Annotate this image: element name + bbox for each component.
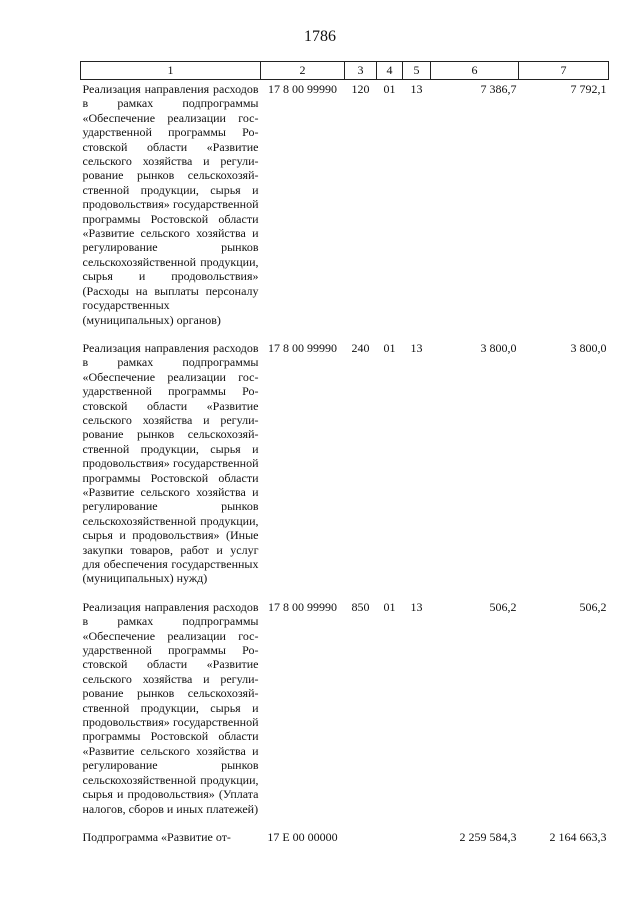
row-col6: 3 800,0 — [480, 340, 517, 355]
header-col-2: 2 — [261, 62, 345, 80]
row-col3 — [345, 828, 377, 844]
header-col-3: 3 — [345, 62, 377, 80]
row-description: Реализация направления расходов в рамках подпрограммы «Обеспечение реализации государственной программы Ростовской области «Развитие сельского хозяйства и регулирование рынков сельскохозяйственной продукции, сырья и продовольствия» государственной программы Ростовской области «Развитие сельского хозяйства и регулирование рынков сельскохозяйственной продукции, сырья и продовольствия» (Уплата налогов, сборов и иных платежей) — [82, 599, 259, 816]
table-header-row — [81, 62, 609, 80]
row-col6: 2 259 584,3 — [459, 829, 517, 844]
row-col7: 3 800,0 — [570, 340, 607, 355]
header-col-7: 7 — [519, 62, 609, 80]
budget-table — [80, 61, 609, 844]
header-col-1: 1 — [81, 62, 261, 80]
row-description: Реализация направления расходов в рамках подпрограммы «Обеспечение реализации государственной программы Ростовской области «Развитие сельского хозяйства и регулирование рынков сельскохозяйственной продукции, сырья и продовольствия» государственной программы Ростовской области «Развитие сельского хозяйства и регулирование рынков сельскохозяйственной продукции, сырья и продовольствия» (Иные закупки товаров, работ и услуг для обеспечения государственных (муниципальных) нужд) — [82, 340, 259, 586]
table-row — [81, 339, 609, 598]
row-col3: 850 — [351, 599, 370, 614]
header-col-5: 5 — [403, 62, 431, 80]
table-row — [81, 598, 609, 828]
row-col4: 01 — [383, 340, 396, 355]
row-code: 17 8 00 99990 — [268, 82, 337, 96]
row-col5: 13 — [410, 82, 423, 96]
table-row — [81, 80, 609, 339]
row-description: Реализация направления расходов в рамках подпрограммы «Обеспечение реализации государственной программы Ростовской области «Развитие сельского хозяйства и регулирование рынков сельскохозяйственной продукции, сырья и продовольствия» государственной программы Ростовской области «Развитие сельского хозяйства и регулирование рынков сельскохозяйственной продукции, сырья и продовольствия» (Расходы на выплаты персоналу государственных (муниципальных) органов) — [82, 82, 259, 327]
row-code: 17 8 00 99990 — [268, 340, 337, 355]
row-col3: 240 — [351, 340, 370, 355]
row-col5: 13 — [410, 340, 423, 355]
row-code: 17 8 00 99990 — [268, 599, 337, 614]
header-col-6: 6 — [431, 62, 519, 80]
row-code: 17 Е 00 00000 — [267, 829, 338, 844]
row-col4 — [377, 828, 403, 844]
table-row — [81, 828, 609, 844]
row-col6: 506,2 — [489, 599, 517, 614]
row-description: Подпрограмма «Развитие от- — [82, 829, 231, 844]
row-col3: 120 — [351, 82, 370, 96]
row-col7: 2 164 663,3 — [549, 829, 607, 844]
row-col7: 506,2 — [579, 599, 607, 614]
header-col-4: 4 — [377, 62, 403, 80]
row-col6: 7 386,7 — [480, 82, 517, 96]
row-col5 — [403, 828, 431, 844]
row-col4: 01 — [383, 82, 396, 96]
row-col5: 13 — [410, 599, 423, 614]
row-col4: 01 — [383, 599, 396, 614]
row-col7: 7 792,1 — [570, 82, 607, 96]
page-number: 1786 — [304, 28, 336, 45]
